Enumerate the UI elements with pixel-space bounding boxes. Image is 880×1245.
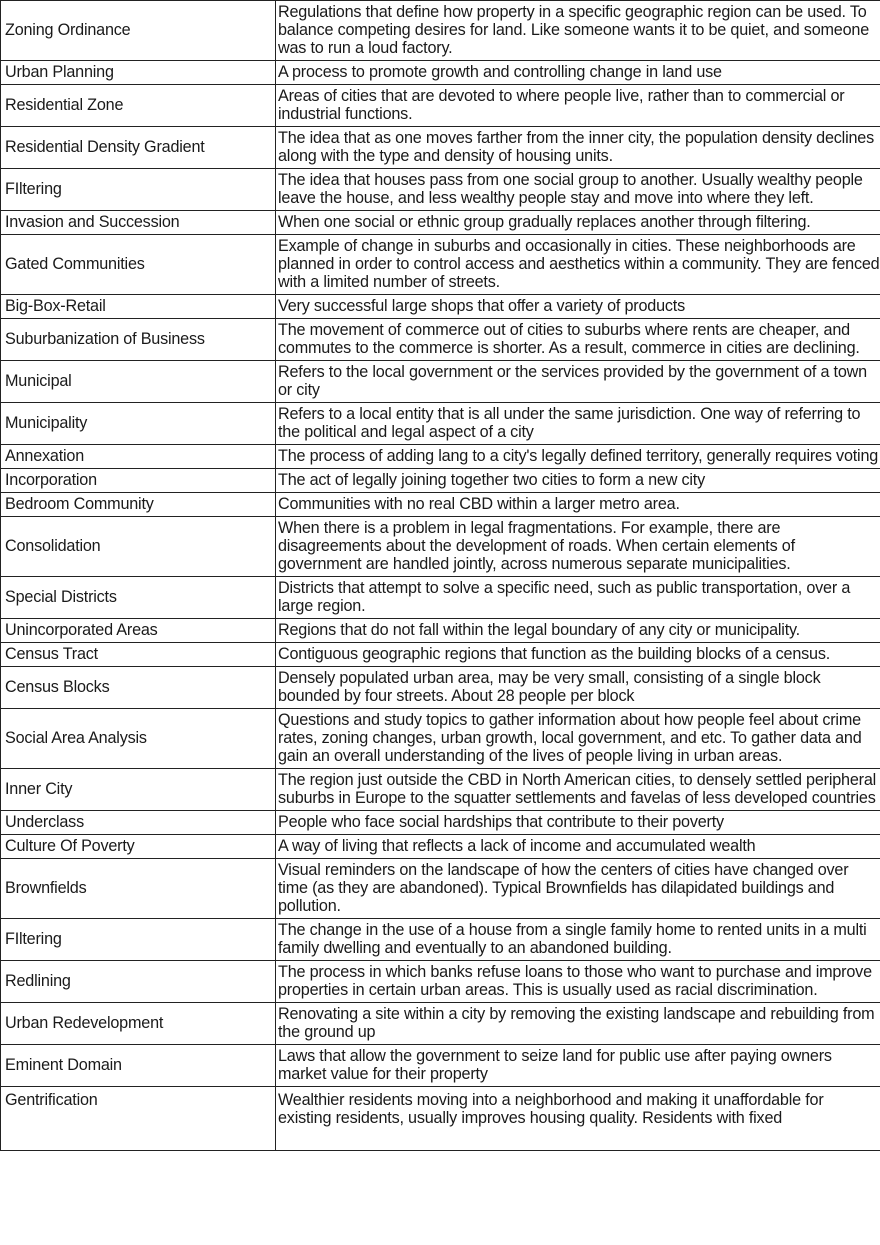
term-cell: Eminent Domain	[1, 1045, 276, 1087]
table-row	[1, 295, 880, 319]
definition-cell: Visual reminders on the landscape of how the centers of cities have changed over time (as they are abandoned). Typical Brownfields has dilapidated buildings and pollution.	[276, 859, 880, 919]
term-cell: Residential Density Gradient	[1, 127, 276, 169]
definition-cell: Very successful large shops that offer a variety of products	[276, 295, 880, 319]
term-cell: Census Blocks	[1, 667, 276, 709]
table-row	[1, 859, 880, 919]
term-cell: Annexation	[1, 445, 276, 469]
definition-cell: The process of adding lang to a city's legally defined territory, generally requires voting	[276, 445, 880, 469]
term-cell: Municipality	[1, 403, 276, 445]
table-row	[1, 619, 880, 643]
table-row	[1, 127, 880, 169]
definition-cell: Areas of cities that are devoted to where people live, rather than to commercial or industrial functions.	[276, 85, 880, 127]
definition-cell: The region just outside the CBD in North American cities, to densely settled peripheral suburbs in Europe to the squatter settlements and favelas of less developed countries	[276, 769, 880, 811]
table-row	[1, 493, 880, 517]
table-row	[1, 361, 880, 403]
table-row	[1, 835, 880, 859]
table-row	[1, 1003, 880, 1045]
term-cell: Special Districts	[1, 577, 276, 619]
definition-cell: Contiguous geographic regions that function as the building blocks of a census.	[276, 643, 880, 667]
table-row	[1, 85, 880, 127]
table-row	[1, 709, 880, 769]
table-row	[1, 61, 880, 85]
table-row	[1, 211, 880, 235]
term-cell: Invasion and Succession	[1, 211, 276, 235]
table-row	[1, 643, 880, 667]
table-row	[1, 577, 880, 619]
term-cell: Census Tract	[1, 643, 276, 667]
definition-cell: Questions and study topics to gather information about how people feel about crime rates, zoning changes, urban growth, local government, and etc. To gather data and gain an overall understanding of the lives of people living in urban areas.	[276, 709, 880, 769]
term-cell: Zoning Ordinance	[1, 1, 276, 61]
definition-cell: When one social or ethnic group gradually replaces another through filtering.	[276, 211, 880, 235]
definition-cell: The idea that as one moves farther from the inner city, the population density declines along with the type and density of housing units.	[276, 127, 880, 169]
definition-cell: The change in the use of a house from a single family home to rented units in a multi family dwelling and eventually to an abandoned building.	[276, 919, 880, 961]
term-cell: Residential Zone	[1, 85, 276, 127]
term-cell: Suburbanization of Business	[1, 319, 276, 361]
term-cell: Gated Communities	[1, 235, 276, 295]
table-row	[1, 1, 880, 61]
definition-cell: People who face social hardships that contribute to their poverty	[276, 811, 880, 835]
definition-cell: Regulations that define how property in a specific geographic region can be used. To balance competing desires for land. Like someone wants it to be quiet, and someone was to run a loud factory.	[276, 1, 880, 61]
definition-cell: The movement of commerce out of cities to suburbs where rents are cheaper, and commutes to the commerce is shorter. As a result, commerce in cities are declining.	[276, 319, 880, 361]
term-cell: FIltering	[1, 919, 276, 961]
definition-cell: When there is a problem in legal fragmentations. For example, there are disagreements about the development of roads. When certain elements of government are handled jointly, across numerous separate municipalities.	[276, 517, 880, 577]
term-cell: Unincorporated Areas	[1, 619, 276, 643]
term-cell: Social Area Analysis	[1, 709, 276, 769]
definition-cell: Communities with no real CBD within a larger metro area.	[276, 493, 880, 517]
table-row	[1, 1045, 880, 1087]
definition-cell: The process in which banks refuse loans to those who want to purchase and improve properties in certain urban areas. This is usually used as racial discrimination.	[276, 961, 880, 1003]
table-row	[1, 469, 880, 493]
definition-cell: A way of living that reflects a lack of income and accumulated wealth	[276, 835, 880, 859]
term-cell: Gentrification	[1, 1087, 276, 1151]
definition-cell: The idea that houses pass from one social group to another. Usually wealthy people leave the house, and less wealthy people stay and move into where they left.	[276, 169, 880, 211]
table-row	[1, 445, 880, 469]
definition-cell: Laws that allow the government to seize land for public use after paying owners market value for their property	[276, 1045, 880, 1087]
term-cell: Urban Redevelopment	[1, 1003, 276, 1045]
table-row	[1, 517, 880, 577]
term-cell: Culture Of Poverty	[1, 835, 276, 859]
definition-cell: Example of change in suburbs and occasionally in cities. These neighborhoods are planned in order to control access and aesthetics within a community. They are fenced with a limited number of streets.	[276, 235, 880, 295]
table-row	[1, 811, 880, 835]
term-cell: Redlining	[1, 961, 276, 1003]
definition-cell: Districts that attempt to solve a specific need, such as public transportation, over a large region.	[276, 577, 880, 619]
table-row	[1, 235, 880, 295]
definition-cell: Wealthier residents moving into a neighborhood and making it unaffordable for existing residents, usually improves housing quality. Residents with fixed	[276, 1087, 880, 1151]
term-cell: Bedroom Community	[1, 493, 276, 517]
table-row	[1, 919, 880, 961]
table-row	[1, 1087, 880, 1151]
definition-cell: Refers to a local entity that is all under the same jurisdiction. One way of referring to the political and legal aspect of a city	[276, 403, 880, 445]
table-row	[1, 769, 880, 811]
table-row	[1, 961, 880, 1003]
definition-cell: Renovating a site within a city by removing the existing landscape and rebuilding from the ground up	[276, 1003, 880, 1045]
definition-cell: A process to promote growth and controlling change in land use	[276, 61, 880, 85]
definition-cell: Refers to the local government or the services provided by the government of a town or city	[276, 361, 880, 403]
table-row	[1, 667, 880, 709]
term-cell: Inner City	[1, 769, 276, 811]
table-row	[1, 169, 880, 211]
term-cell: Big-Box-Retail	[1, 295, 276, 319]
term-cell: FIltering	[1, 169, 276, 211]
definition-cell: The act of legally joining together two cities to form a new city	[276, 469, 880, 493]
term-cell: Urban Planning	[1, 61, 276, 85]
term-cell: Incorporation	[1, 469, 276, 493]
term-cell: Brownfields	[1, 859, 276, 919]
table-row	[1, 403, 880, 445]
term-cell: Consolidation	[1, 517, 276, 577]
definition-cell: Regions that do not fall within the legal boundary of any city or municipality.	[276, 619, 880, 643]
term-cell: Underclass	[1, 811, 276, 835]
term-cell: Municipal	[1, 361, 276, 403]
table-row	[1, 319, 880, 361]
definition-cell: Densely populated urban area, may be very small, consisting of a single block bounded by four streets. About 28 people per block	[276, 667, 880, 709]
